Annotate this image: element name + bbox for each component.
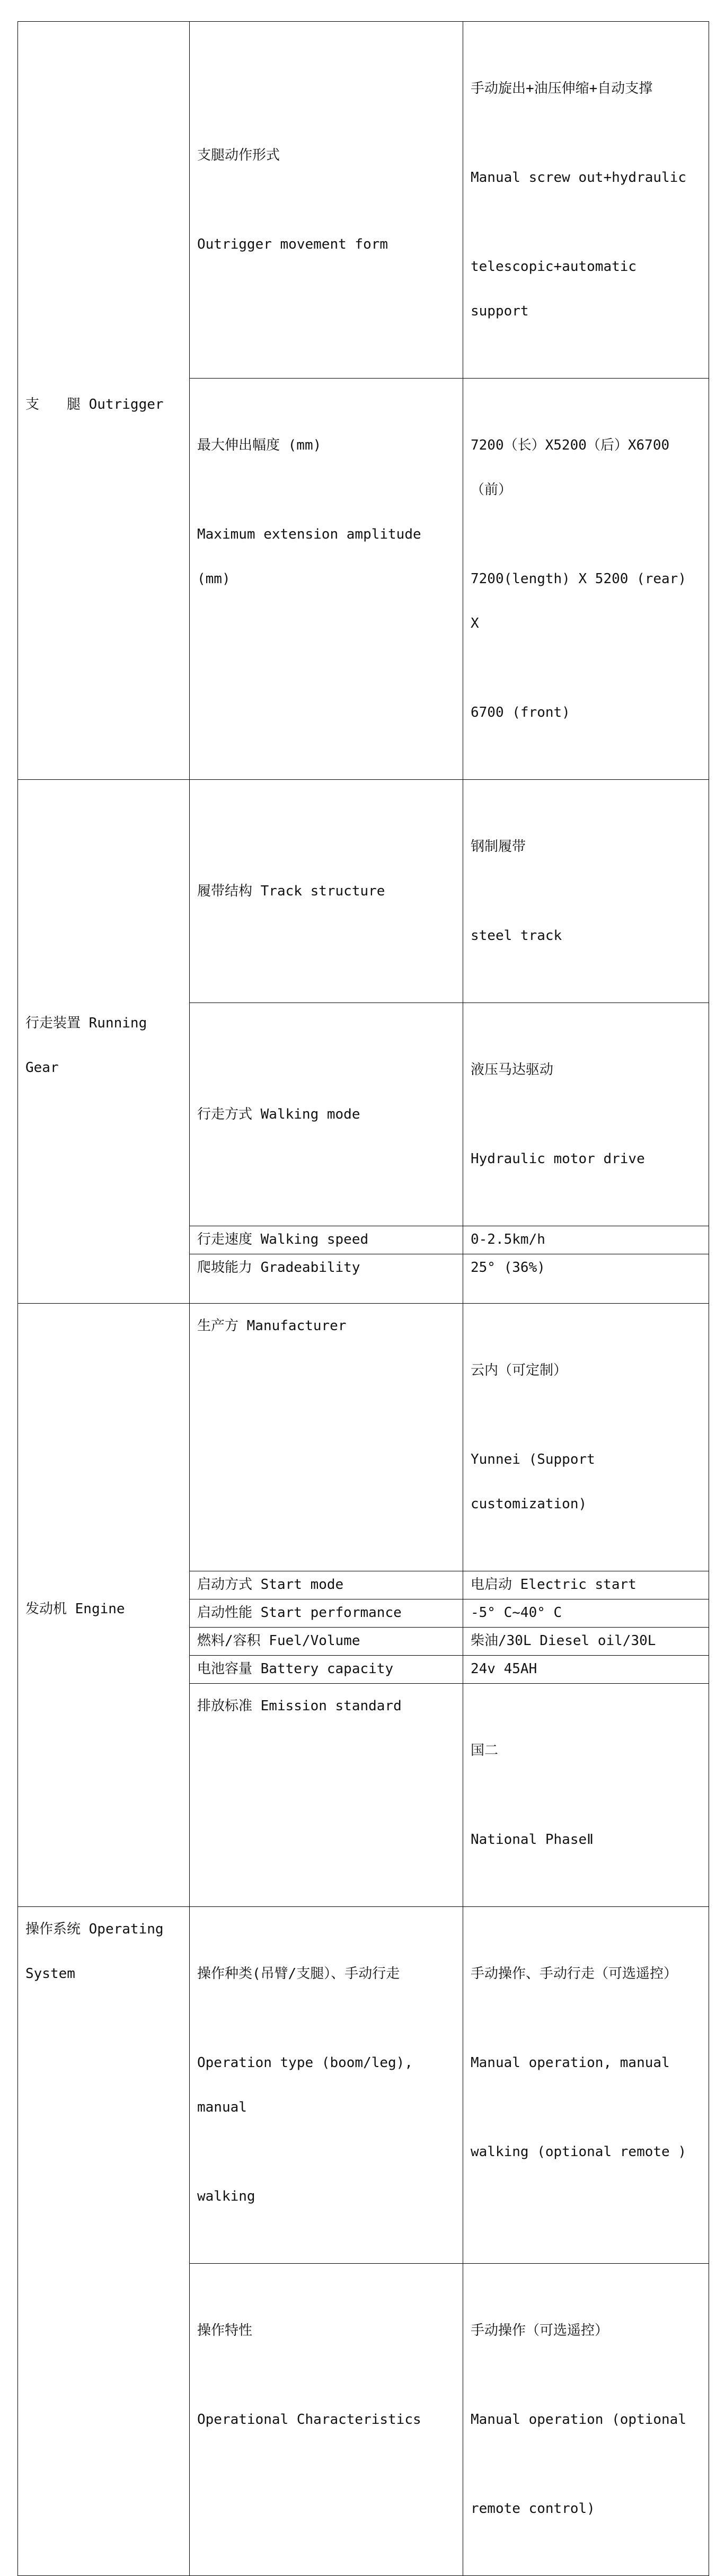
value-cell: 7200（长）X5200（后）X6700（前） 7200(length) X 5200 (rear) X 6700 (front) (463, 379, 709, 780)
value-cell: 手动操作（可选遥控） Manual operation (optional remote control) (463, 2264, 709, 2576)
table-row (18, 1907, 709, 2264)
group-label-engine: 发动机 Engine (18, 1304, 190, 1907)
param-cell: 燃料/容积 Fuel/Volume (190, 1628, 463, 1656)
table-row (18, 780, 709, 1003)
value-cell: 液压马达驱动 Hydraulic motor drive (463, 1003, 709, 1226)
value-cell: -5° C~40° C (463, 1599, 709, 1628)
param-cell: 行走速度 Walking speed (190, 1226, 463, 1254)
spec-table (17, 21, 709, 2576)
value-cell: 手动旋出+油压伸缩+自动支撑 Manual screw out+hydraulic telescopic+automatic support (463, 22, 709, 379)
value-cell: 电启动 Electric start (463, 1571, 709, 1599)
value-cell: 0-2.5km/h (463, 1226, 709, 1254)
group-label-outrigger: 支 腿 Outrigger (18, 22, 190, 780)
param-cell: 行走方式 Walking mode (190, 1003, 463, 1226)
group-label-running-gear: 行走装置 Running Gear (18, 780, 190, 1304)
value-cell: 25° (36%) (463, 1254, 709, 1304)
value-cell: 手动操作、手动行走（可选遥控） Manual operation, manual walking (optional remote ) (463, 1907, 709, 2264)
value-cell: 24v 45AH (463, 1656, 709, 1684)
param-cell: 排放标准 Emission standard (190, 1684, 463, 1907)
param-cell: 启动方式 Start mode (190, 1571, 463, 1599)
param-cell: 支腿动作形式 Outrigger movement form (190, 22, 463, 379)
value-cell: 国二 National PhaseⅡ (463, 1684, 709, 1907)
table-row (18, 1304, 709, 1571)
table-row (18, 22, 709, 379)
param-cell: 爬坡能力 Gradeability (190, 1254, 463, 1304)
param-cell: 履带结构 Track structure (190, 780, 463, 1003)
param-cell: 生产方 Manufacturer (190, 1304, 463, 1571)
value-cell: 钢制履带 steel track (463, 780, 709, 1003)
param-cell: 电池容量 Battery capacity (190, 1656, 463, 1684)
param-cell: 启动性能 Start performance (190, 1599, 463, 1628)
param-cell: 操作种类(吊臂/支腿）、手动行走 Operation type (boom/leg), manual walking (190, 1907, 463, 2264)
param-cell: 最大伸出幅度 (mm) Maximum extension amplitude (mm) (190, 379, 463, 780)
value-cell: 云内（可定制） Yunnei (Support customization) (463, 1304, 709, 1571)
group-label-operating-system: 操作系统 Operating System (18, 1907, 190, 2576)
param-cell: 操作特性 Operational Characteristics (190, 2264, 463, 2576)
value-cell: 柴油/30L Diesel oil/30L (463, 1628, 709, 1656)
